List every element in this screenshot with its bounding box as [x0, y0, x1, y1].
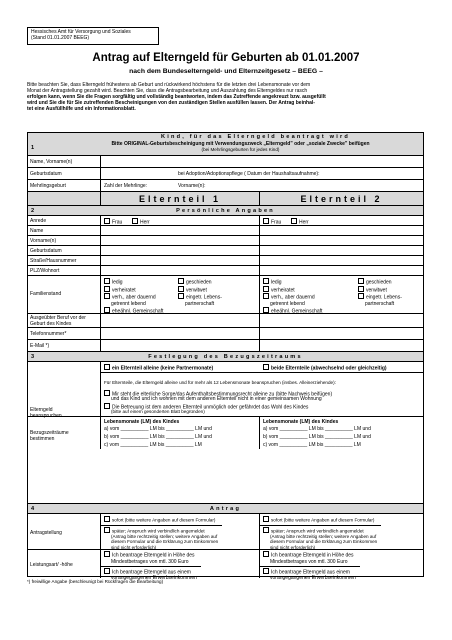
p2-period-a[interactable]: a) vom __________ LM bis __________ LM und [263, 426, 371, 432]
p2-ehe[interactable]: eheähnl. Gemeinschaft [263, 307, 322, 315]
authority-name: Hessisches Amt für Versorgung und Soziales [31, 29, 131, 35]
p2-frau-option[interactable]: Frau [263, 218, 281, 226]
p2-ledig[interactable]: ledig [263, 278, 322, 286]
profession-row: Ausgeübter Beruf vor der Geburt des Kindes [28, 313, 423, 327]
p1-period-b[interactable]: b) vom __________ LM bis __________ LM und [104, 434, 212, 440]
authority-box [27, 27, 159, 45]
p1-geschieden[interactable]: geschieden [178, 278, 222, 286]
intro-text: Bitte beachten Sie, dass Elterngeld frühestens ab Geburt und rückwirkend höchstens für die letzten drei Lebensmonate vor dem Monat der Antragstellung gezahlt wird. Beachten Sie, dass die Antragsbearbeitung und Auszahlung des Elterngeldes nur rasch erfolgen kann, wenn Sie die Fragen sorgfältig und vollständig beantworten, indem das Zutreffende angekreuzt bzw. ausgefüllt wird und Sie die für Sie zutreffenden Bescheinigungen von den zuständigen Stellen ausfüllen lassen. Der Antrag beinhal- tet eine Ausfüllhilfe und ein Informationsblatt. [27, 82, 326, 112]
child-name-row: Name, Vorname(n) [28, 155, 423, 167]
application-timing-row: Antragstellung sofort (bitte weitere Angaben auf diesem Formular) später; Anspruch wird verbindlich angemeldet (Antrag bitte rechtzeitig stellen; weitere Angaben auf diesem Formular und die Erklärung zum Einkommen sind nicht erforderlich) sofort (bitte weitere Angaben auf diesem Formular) später; Anspruch wird verbindlich angemeldet (Antrag bitte rechtzeitig stellen; weitere Angaben auf diesem Formular und die Erklärung zum Einkommen sind nicht erforderlich) [28, 513, 423, 549]
p1-partnerschaft[interactable]: eingetr. Lebens- [178, 293, 222, 301]
p1-verwitwet[interactable]: verwitwet [178, 286, 222, 294]
p1-minimum-amount[interactable]: Ich beantrage Elterngeld in Höhe des [104, 551, 197, 559]
footnote: *) freiwillige Angabe (beschleunigt bei Rückfragen die Bearbeitung) [27, 579, 164, 584]
phone-row: Telefonnummer* [28, 327, 423, 339]
child-name-field[interactable] [101, 156, 423, 167]
sole-custody-option[interactable]: Mir steht die elterliche Sorge/das Aufenthaltsbestimmungsrecht alleine zu (bitte Nachweis beifügen) [104, 390, 332, 398]
street-row: Straße/Hausnummer [28, 255, 423, 265]
p1-getrennt[interactable]: verh., aber dauernd [104, 293, 163, 301]
marital-status-row: Familienstand ledig verheiratet verh., aber dauernd getrennt lebend eheähnl. Gemeinschaft geschieden verwitwet eingetr. Lebens- partnerschaft ledig verheiratet verh., aber dauernd getrennt lebend eheähnl. Gemeinschaft geschieden verwitwet eingetr. Lebens- partnerschaft [28, 275, 423, 313]
both-parents-option[interactable]: beide Elternteile (abwechselnd oder gleichzeitig) [263, 364, 387, 372]
city-row: PLZ/Wohnort [28, 265, 423, 275]
p2-period-b[interactable]: b) vom __________ LM bis __________ LM und [263, 434, 371, 440]
application-form [27, 132, 424, 581]
p2-income-based[interactable]: Ich beantrage Elterngeld aus einem [263, 568, 356, 576]
section4-header: 4 Antrag [28, 503, 423, 513]
p2-herr-option[interactable]: Herr [291, 218, 309, 226]
p1-herr-option[interactable]: Herr [132, 218, 150, 226]
care-impossible-option[interactable]: Die Betreuung ist dem anderen Elternteil unmöglich oder gefährdet das Wohl des Kindes [104, 403, 308, 411]
p2-apply-later[interactable]: später; Anspruch wird verbindlich angemeldet [263, 527, 377, 534]
firstname-row: Vorname(n) [28, 235, 423, 245]
section3-header: 3 Festlegung des Bezugszeitraums [28, 351, 423, 361]
p2-geschieden[interactable]: geschieden [358, 278, 402, 286]
p2-apply-now[interactable]: sofort (bitte weitere Angaben auf diesem Formular) [263, 516, 377, 523]
p1-apply-now[interactable]: sofort (bitte weitere Angaben auf diesem Formular) [104, 516, 218, 523]
section1-title: Kind, für das Elterngeld beantragt wird [161, 134, 350, 140]
form-title: Antrag auf Elterngeld für Geburten ab 01.01.2007 [92, 52, 360, 64]
form-subtitle: nach dem Bundeselterngeld- und Elternzeitgesetz – BEEG – [129, 68, 323, 75]
single-parent-option[interactable]: ein Elternteil alleine (keine Partnermonate) [104, 364, 213, 372]
p1-period-c[interactable]: c) vom __________ LM bis __________ LM [104, 442, 202, 448]
birthdate-row: Geburtsdatum [28, 245, 423, 255]
child-birthdate-row: Geburtsdatum bei Adoption/Adoptionspflege ( Datum der Haushaltsaufnahme): [28, 167, 423, 179]
parent1-heading: Elternteil 1 [138, 194, 221, 204]
p1-income-based[interactable]: Ich beantrage Elterngeld aus einem [104, 568, 197, 576]
parent2-heading: Elternteil 2 [300, 194, 383, 204]
email-row: E-Mail *) [28, 339, 423, 351]
p1-verheiratet[interactable]: verheiratet [104, 286, 163, 294]
child-birthdate-field[interactable] [101, 168, 181, 179]
p1-period-a[interactable]: a) vom __________ LM bis __________ LM und [104, 426, 212, 432]
p2-verheiratet[interactable]: verheiratet [263, 286, 322, 294]
p1-ehe[interactable]: eheähnl. Gemeinschaft [104, 307, 163, 315]
section2-header: 2 Persönliche Angaben [28, 205, 423, 215]
claim-row: Elterngeld beanspruchen ein Elternteil alleine (keine Partnermonate) beide Elternteile (abwechselnd oder gleichzeitig) Für Elternteile, die Elterngeld alleine und für mehr als 12 Lebensmonate beanspruchen (insbes. Alleinerziehende): Mir steht die elterliche Sorge/das Aufenthaltsbestimmungsrecht alleine zu (bitte Nachweis beifügen) und das Kind und ich wohnen mit dem anderen Elternteil nicht in einer gemeinsamen Wohnung Die Betreuung ist dem anderen Elternteil unmöglich oder gefährdet das Wohl des Kindes (bitte auf einem gesonderten Blatt begründen) Bezugszeiträume bestimmen Lebensmonate (LM) des Kindes a) vom __________ LM bis __________ LM und b) vom __________ LM bis __________ LM und c) vom __________ LM bis __________ LM Lebensmonate (LM) des Kindes a) vom __________ LM bis __________ LM und b) vom __________ LM bis __________ LM und c) vom __________ LM bis __________ LM [28, 361, 423, 449]
p1-frau-option[interactable]: Frau [104, 218, 122, 226]
section1-header: 1 Kind, für das Elterngeld beantragt wird Bitte ORIGINAL-Geburtsbescheinigung mit Verwendungszweck „Elterngeld" oder „soziale Zwecke" beifügen (bei Mehrlingsgeburten für jedes Kind) [28, 133, 423, 155]
multiple-birth-row: Mehrlingsgeburt Zahl der Mehrlinge: Vorname(n): [28, 179, 423, 191]
name-row: Name [28, 225, 423, 235]
adoption-label: bei Adoption/Adoptionspflege ( Datum der Haushaltsaufnahme): [178, 171, 320, 177]
p2-partnerschaft[interactable]: eingetr. Lebens- [358, 293, 402, 301]
p1-apply-later[interactable]: später; Anspruch wird verbindlich angemeldet [104, 527, 218, 534]
p2-minimum-amount[interactable]: Ich beantrage Elterngeld in Höhe des [263, 551, 356, 559]
salutation-row: Anrede Frau Herr Frau Herr [28, 215, 423, 225]
p1-ledig[interactable]: ledig [104, 278, 163, 286]
p2-period-c[interactable]: c) vom __________ LM bis __________ LM [263, 442, 361, 448]
parents-header [28, 191, 423, 205]
p2-verwitwet[interactable]: verwitwet [358, 286, 402, 294]
benefit-type-row: Leistungsart/ -höhe Ich beantrage Elterngeld in Höhe des Mindestbetrages von mtl. 300 Euro Ich beantrage Elterngeld aus einem vorangegangenen Erwerbseinkommen Ich beantrage Elterngeld in Höhe des Mindestbetrages von mtl. 300 Euro Ich beantrage Elterngeld aus einem vorangegangenen Erwerbseinkommen [28, 549, 423, 578]
p2-getrennt[interactable]: verh., aber dauernd [263, 293, 322, 301]
form-version: (Stand 01.01.2007 BEEG) [31, 35, 90, 41]
